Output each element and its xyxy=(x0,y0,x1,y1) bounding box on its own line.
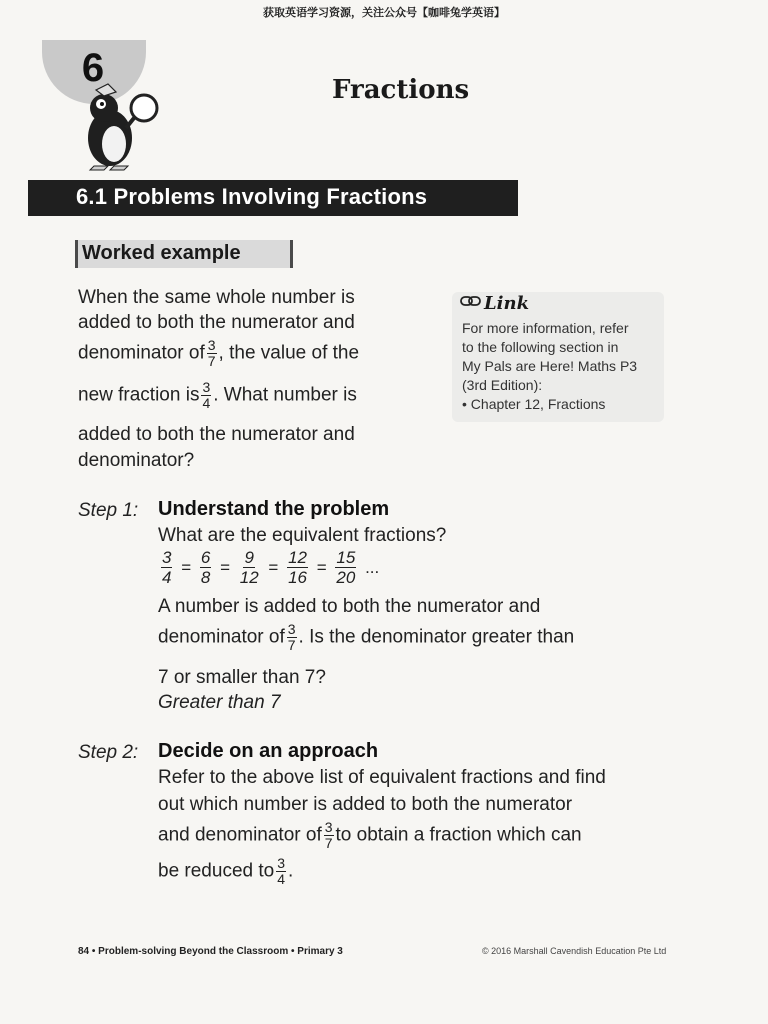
example-line-3 xyxy=(78,338,359,369)
example-line-4-post: . What number is xyxy=(213,384,357,406)
denominator: 4 xyxy=(162,568,172,587)
step-2-title: Decide on an approach xyxy=(158,740,379,762)
numerator: 3 xyxy=(277,855,285,871)
watermark: 获取英语学习资源，关注公众号【咖啡兔学英语】 xyxy=(263,6,505,19)
equals-sign: = xyxy=(220,557,231,577)
equivalent-fraction xyxy=(335,548,356,587)
denominator: 7 xyxy=(207,353,216,369)
denominator: 7 xyxy=(287,637,296,653)
fraction-three-sevenths xyxy=(287,622,297,653)
equivalent-fractions-row xyxy=(158,548,380,587)
numerator: 9 xyxy=(244,548,254,567)
denominator: 7 xyxy=(324,835,333,851)
equals-sign: = xyxy=(268,557,279,577)
link-line-4: (3rd Edition): xyxy=(462,377,543,393)
equals-sign: = xyxy=(181,557,192,577)
section-title: 6.1 Problems Involving Fractions xyxy=(76,184,428,209)
example-line-4 xyxy=(78,380,357,411)
step-2-line-d xyxy=(158,856,293,887)
numerator: 6 xyxy=(200,548,211,567)
step-2-line-d-post: . xyxy=(288,860,294,882)
example-line-5: added to both the numerator and xyxy=(78,424,355,445)
fraction-three-sevenths xyxy=(324,820,334,851)
numerator: 3 xyxy=(202,379,211,395)
chain-link-icon xyxy=(460,294,482,308)
denominator: 4 xyxy=(202,395,211,411)
fraction-three-quarters xyxy=(201,380,211,411)
footer-page-info: 84 • Problem-solving Beyond the Classroom • Primary 3 xyxy=(78,946,343,957)
step-1-title: Understand the problem xyxy=(158,498,390,520)
denominator: 8 xyxy=(200,568,211,587)
denominator: 16 xyxy=(288,568,307,587)
step-2-line-c-pre: and denominator of xyxy=(158,824,322,846)
equivalent-fraction xyxy=(287,548,308,587)
chapter-title: Fractions xyxy=(332,75,470,105)
equivalent-fraction xyxy=(200,548,211,587)
step-1-line-c: 7 or smaller than 7? xyxy=(158,667,326,688)
numerator: 3 xyxy=(162,548,172,567)
step-2-line-d-pre: be reduced to xyxy=(158,860,275,882)
numerator: 3 xyxy=(287,621,296,637)
step-1-answer: Greater than 7 xyxy=(158,692,281,713)
equivalent-fraction xyxy=(239,548,260,587)
equals-sign: = xyxy=(316,557,327,577)
numerator: 3 xyxy=(324,819,333,835)
fraction-three-sevenths xyxy=(207,338,217,369)
example-line-3-pre: denominator of xyxy=(78,342,205,364)
denominator: 20 xyxy=(336,568,356,587)
link-line-3: My Pals are Here! Maths P3 xyxy=(462,358,638,374)
penguin-mascot-icon xyxy=(74,82,166,174)
example-line-4-pre: new fraction is xyxy=(78,384,200,406)
denominator: 12 xyxy=(239,568,259,587)
chapter-number: 6 xyxy=(81,46,105,90)
example-line-3-post: , the value of the xyxy=(218,342,360,364)
link-title: Link xyxy=(484,293,530,314)
step-1-line-b xyxy=(158,622,574,653)
equivalent-fraction xyxy=(161,548,172,587)
numerator: 12 xyxy=(288,548,307,567)
step-2-line-c-post: to obtain a fraction which can xyxy=(335,824,582,846)
ellipsis: ... xyxy=(365,557,380,577)
step-2-line-c xyxy=(158,820,582,851)
link-line-1: For more information, refer xyxy=(462,320,629,336)
step-1-line-b-pre: denominator of xyxy=(158,626,285,648)
step-2-line-b: out which number is added to both the numerator xyxy=(158,794,573,815)
numerator: 15 xyxy=(336,548,356,567)
step-1-line-a: A number is added to both the numerator and xyxy=(158,596,541,617)
numerator: 3 xyxy=(207,337,216,353)
step-2-label: Step 2: xyxy=(78,742,139,763)
step-1-question: What are the equivalent fractions? xyxy=(158,525,447,546)
fraction-three-quarters xyxy=(276,856,286,887)
link-line-5: • Chapter 12, Fractions xyxy=(462,396,606,412)
step-1-label: Step 1: xyxy=(78,500,139,521)
link-line-2: to the following section in xyxy=(462,339,619,355)
step-1-line-b-post: . Is the denominator greater than xyxy=(298,626,575,648)
example-line-1: When the same whole number is xyxy=(78,287,355,308)
example-line-2: added to both the numerator and xyxy=(78,312,355,333)
worked-example-label: Worked example xyxy=(82,242,241,264)
step-2-line-a: Refer to the above list of equivalent fractions and find xyxy=(158,767,606,788)
denominator: 4 xyxy=(277,871,285,887)
footer-copyright: © 2016 Marshall Cavendish Education Pte Ltd xyxy=(482,946,667,956)
example-line-6: denominator? xyxy=(78,450,195,471)
